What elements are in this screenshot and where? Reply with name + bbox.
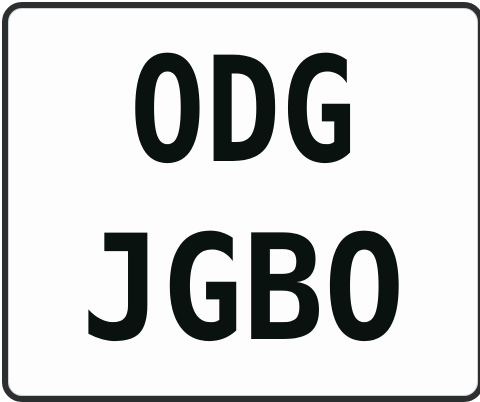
plate-line-1: ODG xyxy=(129,26,357,196)
plate-line-2: JGBO xyxy=(81,204,405,374)
license-plate xyxy=(2,2,480,402)
